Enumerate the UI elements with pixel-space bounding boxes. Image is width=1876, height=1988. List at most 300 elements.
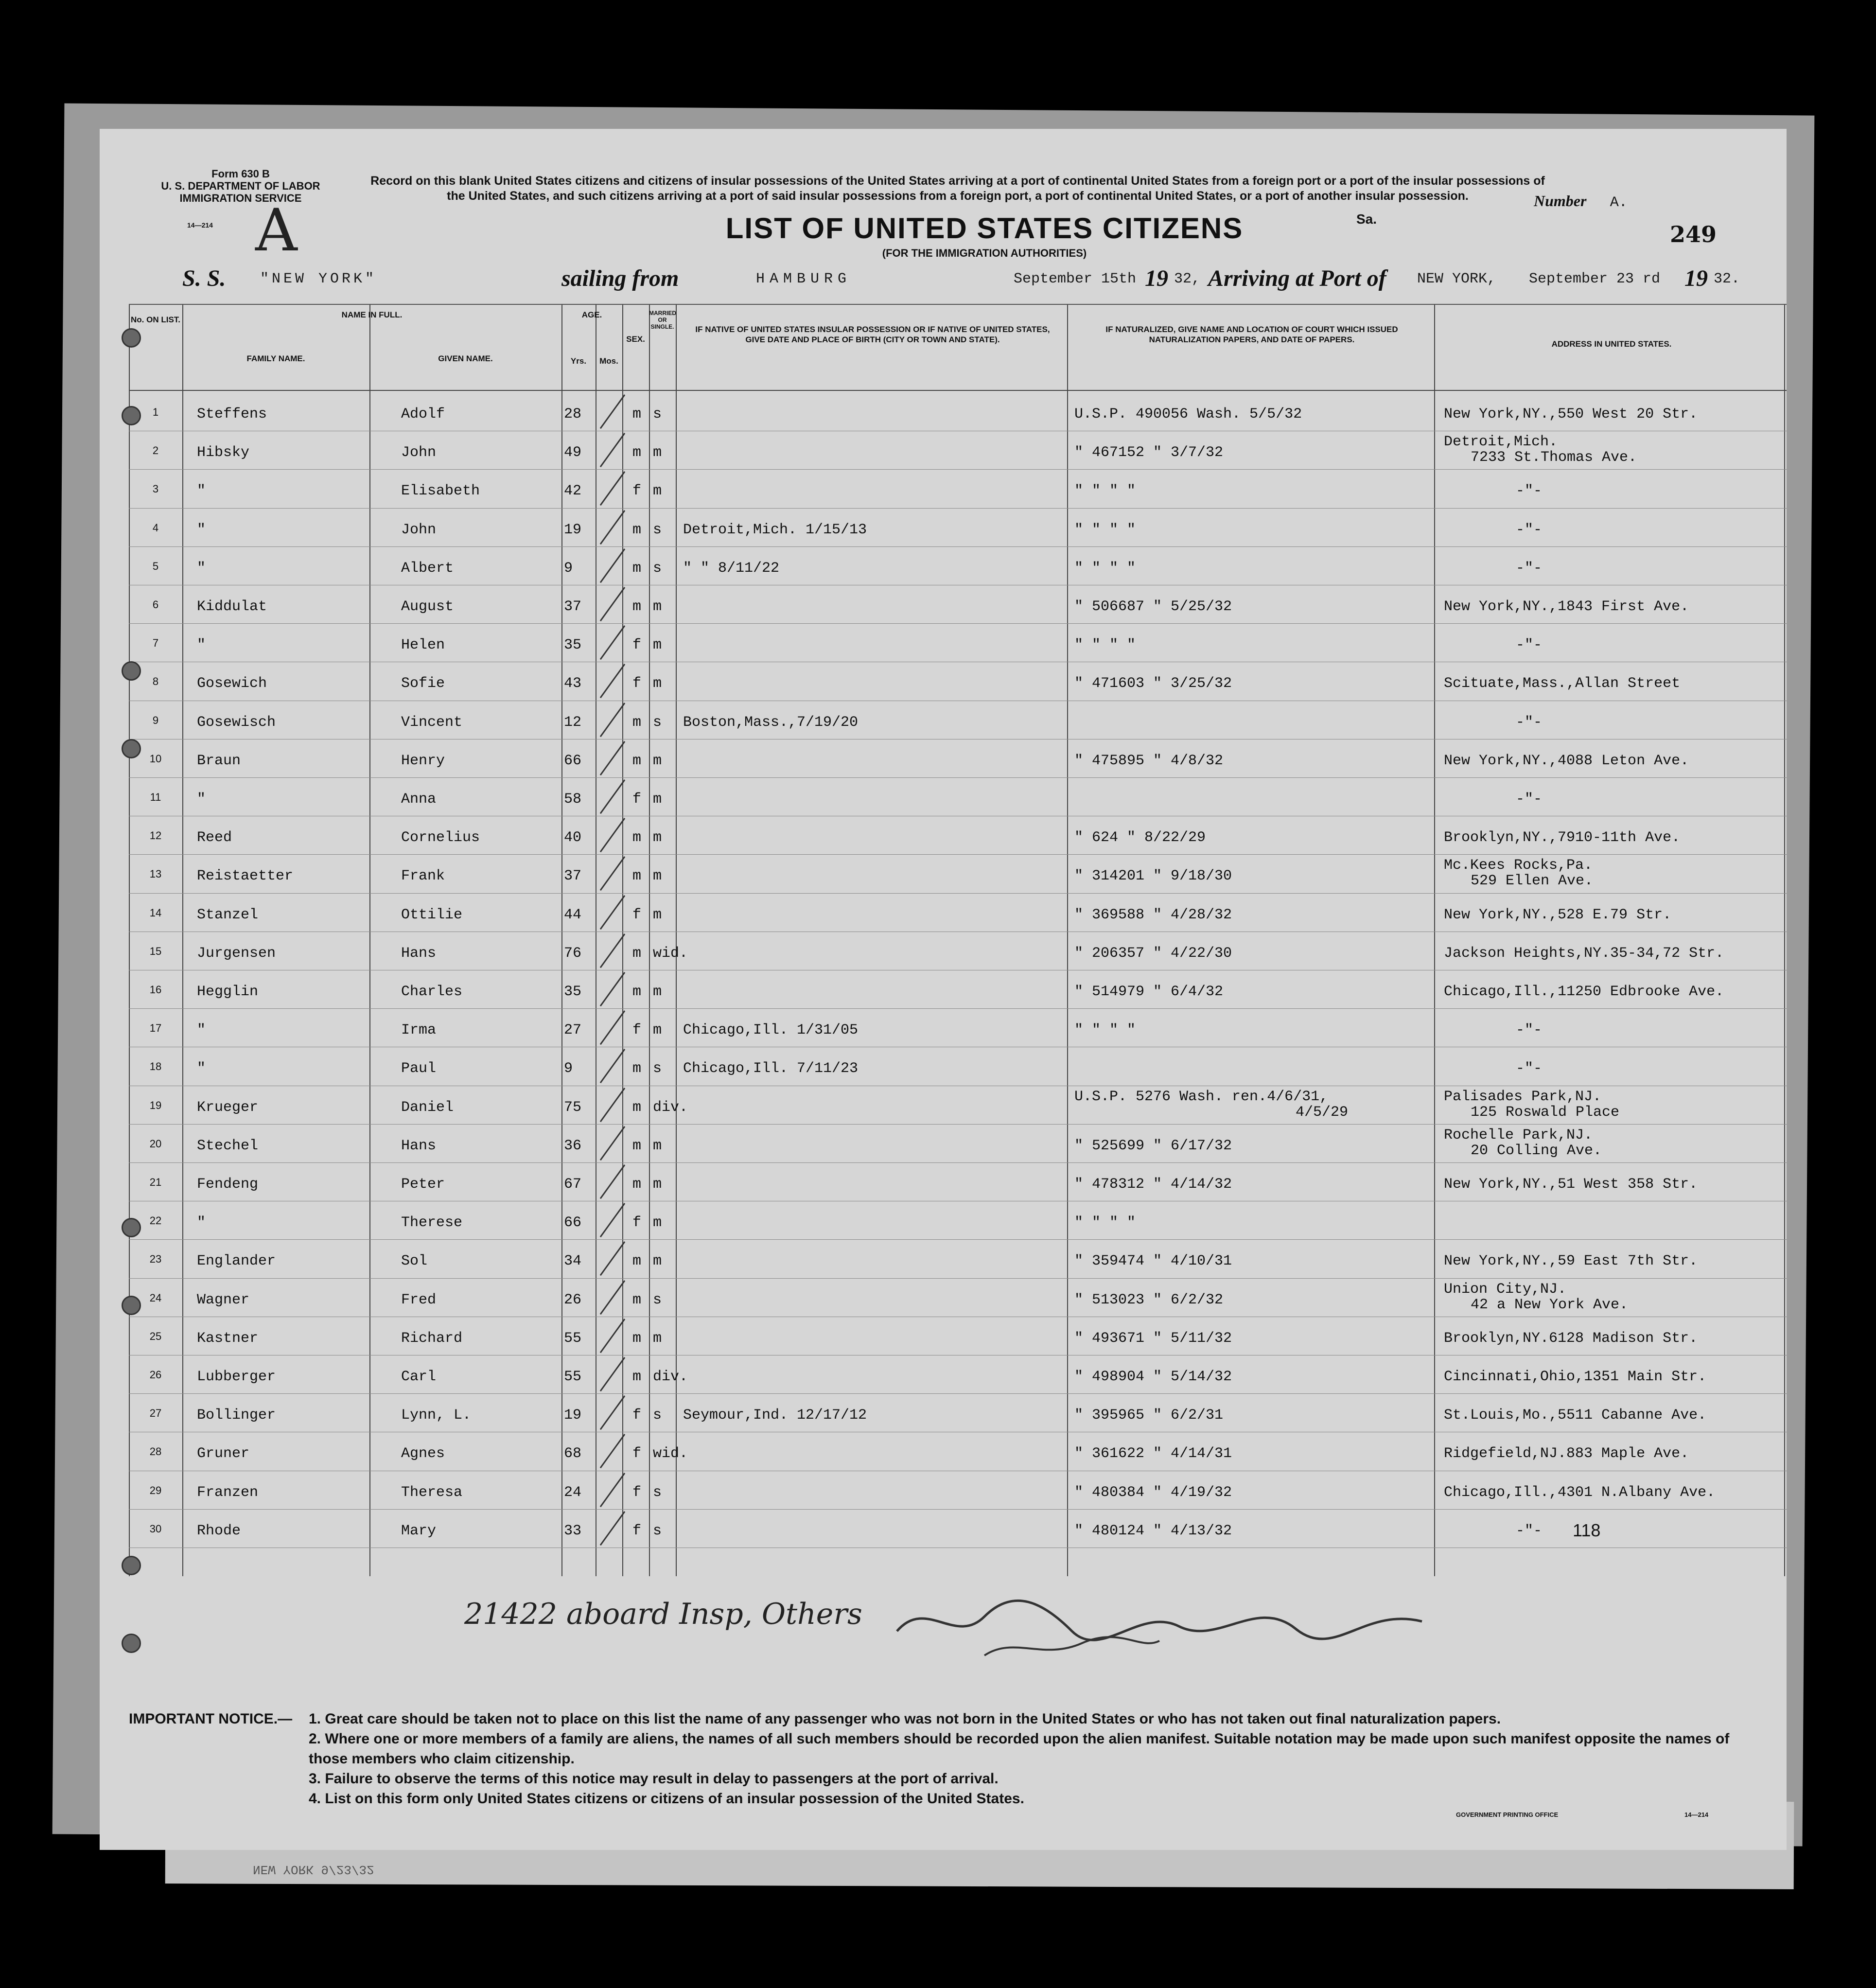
- age: 43: [564, 675, 582, 692]
- sex: m: [632, 945, 641, 962]
- sex: f: [632, 1445, 641, 1462]
- check-mark: [596, 1047, 630, 1085]
- punch-hole: [122, 1634, 141, 1653]
- family-name: Stechel: [197, 1137, 259, 1154]
- birth-info: Boston,Mass.,7/19/20: [683, 714, 859, 731]
- table-row: [129, 854, 1784, 893]
- number-value: A.: [1610, 194, 1628, 211]
- check-mark: [596, 431, 630, 469]
- family-name: Gosewich: [197, 675, 267, 692]
- sex: m: [632, 984, 641, 1000]
- check-mark: [596, 1278, 630, 1317]
- table-row: [129, 1393, 1784, 1432]
- naturalization: " 206357 " 4/22/30: [1074, 945, 1232, 962]
- sex: m: [632, 1060, 641, 1077]
- notice-item-4: 4. List on this form only United States citizens or citizens of an insular possession of the United States.: [309, 1791, 1024, 1807]
- given-name: Lynn, L.: [401, 1407, 472, 1424]
- birth-info: " " 8/11/22: [683, 560, 780, 577]
- address-line-2: 42 a New York Ave.: [1471, 1296, 1629, 1313]
- sex: m: [632, 1369, 641, 1385]
- given-name: Sofie: [401, 675, 445, 692]
- given-name: Agnes: [401, 1445, 445, 1462]
- table-row: [129, 1162, 1784, 1201]
- family-name: ": [197, 521, 206, 538]
- marital-status: s: [653, 1407, 662, 1424]
- address: New York,NY.,51 West 358 Str.: [1444, 1176, 1698, 1193]
- row-number: 13: [149, 868, 162, 880]
- sex: m: [632, 752, 641, 769]
- departure-port: HAMBURG: [756, 271, 852, 287]
- marital-status: wid.: [653, 1445, 688, 1462]
- age: 40: [564, 829, 582, 846]
- row-number: 22: [149, 1214, 162, 1227]
- age: 34: [564, 1253, 582, 1270]
- address: -"-: [1515, 483, 1542, 500]
- row-number: 9: [152, 714, 159, 726]
- table-row: [129, 1355, 1784, 1393]
- age: 19: [564, 1407, 582, 1424]
- signature-line: 21422 aboard Insp, Others: [464, 1597, 862, 1631]
- table-row: [129, 1086, 1784, 1124]
- table-row: [129, 1471, 1784, 1509]
- family-name: Steffens: [197, 406, 267, 422]
- age: 66: [564, 752, 582, 769]
- marital-status: m: [653, 1137, 662, 1154]
- ss-label: S. S.: [182, 265, 226, 291]
- naturalization: " 513023 " 6/2/32: [1074, 1291, 1224, 1308]
- naturalization: " 314201 " 9/18/30: [1074, 868, 1232, 885]
- table-row: [129, 932, 1784, 970]
- table-row: [129, 1201, 1784, 1239]
- marital-status: s: [653, 1060, 662, 1077]
- table-row: [129, 1047, 1784, 1085]
- check-mark: [596, 469, 630, 508]
- number-label: Number: [1534, 192, 1587, 210]
- year-prefix-2: 19: [1684, 265, 1708, 291]
- col-age: AGE.: [581, 310, 602, 319]
- col-name-in-full: NAME IN FULL.: [341, 310, 403, 319]
- naturalization: " 525699 " 6/17/32: [1074, 1137, 1232, 1154]
- table-row: [129, 701, 1784, 739]
- naturalization: " " " ": [1074, 1214, 1136, 1232]
- sex: m: [632, 1330, 641, 1347]
- given-name: Helen: [401, 637, 445, 654]
- marital-status: m: [653, 1253, 662, 1270]
- naturalization: " 480384 " 4/19/32: [1074, 1484, 1232, 1501]
- address: New York,NY.,4088 Leton Ave.: [1444, 752, 1689, 769]
- address: New York,NY.,59 East 7th Str.: [1444, 1253, 1698, 1270]
- punch-hole: [122, 328, 141, 348]
- arriving-label: Arriving at Port of: [1208, 265, 1386, 291]
- given-name: Hans: [401, 945, 437, 962]
- family-name: Franzen: [197, 1484, 259, 1501]
- given-name: Vincent: [401, 714, 463, 731]
- punch-hole: [122, 1218, 141, 1237]
- sex: m: [632, 444, 641, 461]
- voyage-line: [182, 265, 1787, 299]
- naturalization: " " " ": [1074, 1022, 1136, 1039]
- form-number: Form 630 B: [211, 168, 270, 180]
- address: -"-: [1515, 1060, 1542, 1077]
- sex: f: [632, 1214, 641, 1232]
- punch-hole: [122, 739, 141, 758]
- age: 19: [564, 521, 582, 538]
- check-mark: [596, 1509, 630, 1548]
- age: 27: [564, 1022, 582, 1039]
- given-name: Peter: [401, 1176, 445, 1193]
- family-name: Kastner: [197, 1330, 259, 1347]
- form-code: 14—214: [187, 221, 213, 229]
- check-mark: [596, 893, 630, 932]
- marital-status: m: [653, 444, 662, 461]
- row-number: 15: [149, 945, 162, 957]
- table-row: [129, 546, 1784, 585]
- given-name: Charles: [401, 984, 463, 1000]
- row-number: 17: [149, 1022, 162, 1035]
- col-birth: IF NATIVE OF UNITED STATES INSULAR POSSESSION OR IF NATIVE OF UNITED STATES, GIVE DATE AND PLACE OF BIRTH (CITY OR TOWN AND STATE).: [695, 325, 1050, 344]
- address-line-2: 20 Colling Ave.: [1471, 1142, 1602, 1159]
- marital-status: s: [653, 560, 662, 577]
- age: 75: [564, 1099, 582, 1116]
- family-name: Krueger: [197, 1099, 259, 1116]
- naturalization: " 514979 " 6/4/32: [1074, 984, 1224, 1000]
- table-row: [129, 431, 1784, 469]
- family-name: ": [197, 791, 206, 808]
- sex: m: [632, 598, 641, 615]
- year-prefix: 19: [1145, 265, 1168, 291]
- birth-info: Detroit,Mich. 1/15/13: [683, 521, 867, 538]
- row-number: 16: [149, 984, 162, 996]
- signature-scrawl: [887, 1587, 1446, 1665]
- row-number: 27: [149, 1407, 162, 1420]
- age: 67: [564, 1176, 582, 1193]
- table-row: [129, 1278, 1784, 1317]
- age: 68: [564, 1445, 582, 1462]
- sex: m: [632, 406, 641, 422]
- marital-status: m: [653, 1176, 662, 1193]
- age: 33: [564, 1522, 582, 1539]
- marital-status: m: [653, 1330, 662, 1347]
- table-row: [129, 893, 1784, 932]
- family-name: ": [197, 560, 206, 577]
- given-name: Sol: [401, 1253, 428, 1270]
- notice-lead: IMPORTANT NOTICE.—: [129, 1711, 293, 1727]
- marital-status: m: [653, 598, 662, 615]
- naturalization-line-2: 4/5/29: [1296, 1104, 1349, 1121]
- row-number: 20: [149, 1137, 162, 1150]
- naturalization: " " " ": [1074, 483, 1136, 500]
- row-number: 12: [149, 829, 162, 842]
- given-name: August: [401, 598, 454, 615]
- table-row: [129, 777, 1784, 816]
- given-name: Theresa: [401, 1484, 463, 1501]
- col-family-name: FAMILY NAME.: [246, 354, 305, 363]
- age: 36: [564, 1137, 582, 1154]
- table-row: [129, 1124, 1784, 1162]
- address: -"-: [1515, 714, 1542, 731]
- given-name: Therese: [401, 1214, 463, 1232]
- naturalization: " " " ": [1074, 521, 1136, 538]
- row-number: 11: [150, 791, 161, 803]
- given-name: Frank: [401, 868, 445, 885]
- row-number: 26: [149, 1369, 162, 1381]
- marital-status: m: [653, 637, 662, 654]
- marital-status: s: [653, 521, 662, 538]
- row-number: 1: [152, 406, 159, 418]
- departure-year: 32,: [1174, 271, 1201, 287]
- check-mark: [596, 1432, 630, 1470]
- address: Chicago,Ill.,11250 Edbrooke Ave.: [1444, 984, 1724, 1000]
- row-number: 8: [152, 675, 159, 688]
- age: 37: [564, 598, 582, 615]
- given-name: Elisabeth: [401, 483, 480, 500]
- check-mark: [596, 970, 630, 1008]
- check-mark: [596, 1239, 630, 1278]
- sex: m: [632, 560, 641, 577]
- age: 49: [564, 444, 582, 461]
- sex: m: [632, 1176, 641, 1193]
- address: St.Louis,Mo.,5511 Cabanne Ave.: [1444, 1407, 1707, 1424]
- family-name: Fendeng: [197, 1176, 259, 1193]
- check-mark: [596, 854, 630, 893]
- check-mark: [596, 662, 630, 700]
- address-line-2: 529 Ellen Ave.: [1471, 873, 1594, 890]
- bottom-strip: NEW YORK 9/23/32: [253, 1862, 374, 1877]
- sex: f: [632, 1022, 641, 1039]
- address: Jackson Heights,NY.35-34,72 Str.: [1444, 945, 1724, 962]
- marital-status: m: [653, 868, 662, 885]
- check-mark: [596, 739, 630, 777]
- naturalization: " " " ": [1074, 560, 1136, 577]
- sex: f: [632, 675, 641, 692]
- row-number: 29: [149, 1484, 162, 1496]
- birth-info: Chicago,Ill. 1/31/05: [683, 1022, 859, 1039]
- row-number: 21: [149, 1176, 162, 1188]
- address: -"-: [1515, 1022, 1542, 1039]
- marital-status: div.: [653, 1099, 688, 1116]
- marital-status: m: [653, 791, 662, 808]
- punch-hole: [122, 1556, 141, 1575]
- age: 44: [564, 906, 582, 923]
- col-naturalized: IF NATURALIZED, GIVE NAME AND LOCATION OF COURT WHICH ISSUED NATURALIZATION PAPERS, AND DATE OF PAPERS.: [1105, 325, 1398, 344]
- departure-date: September 15th: [1014, 271, 1137, 287]
- naturalization: " " " ": [1074, 637, 1136, 654]
- naturalization: " 475895 " 4/8/32: [1074, 752, 1224, 769]
- age: 37: [564, 868, 582, 885]
- naturalization: " 369588 " 4/28/32: [1074, 906, 1232, 923]
- naturalization: " 480124 " 4/13/32: [1074, 1522, 1232, 1539]
- marital-status: m: [653, 1022, 662, 1039]
- given-name: Paul: [401, 1060, 437, 1077]
- row-number: 2: [152, 444, 159, 457]
- arrival-port: NEW YORK,: [1417, 271, 1496, 287]
- marital-status: s: [653, 714, 662, 731]
- check-mark: [596, 585, 630, 623]
- given-name: Fred: [401, 1291, 437, 1308]
- address: Chicago,Ill.,4301 N.Albany Ave.: [1444, 1484, 1716, 1501]
- notice-items: [309, 1709, 1762, 1809]
- naturalization: U.S.P. 490056 Wash. 5/5/32: [1074, 406, 1302, 422]
- row-number: 18: [149, 1060, 162, 1073]
- given-name: Ottilie: [401, 906, 463, 923]
- row-number: 5: [152, 560, 159, 572]
- address: Ridgefield,NJ.883 Maple Ave.: [1444, 1445, 1689, 1462]
- naturalization: " 498904 " 5/14/32: [1074, 1369, 1232, 1385]
- notice-item-3: 3. Failure to observe the terms of this notice may result in delay to passengers at the port of arrival.: [309, 1771, 999, 1787]
- sex: m: [632, 1137, 641, 1154]
- family-name: ": [197, 1214, 206, 1232]
- number-field: [1534, 192, 1628, 211]
- sex: m: [632, 1291, 641, 1308]
- marital-status: wid.: [653, 945, 688, 962]
- intro-text: Record on this blank United States citizens and citizens of insular possessions of the United States arriving at a port of continental United States from a foreign port or a port of the insular possessions of the United States, and such citizens arriving at a port of said insular possessions from a foreign port, a port of continental United States, or a port of another insular possession.: [370, 174, 1545, 203]
- check-mark: [596, 1393, 630, 1432]
- sex: m: [632, 1253, 641, 1270]
- ship-name: "NEW YORK": [260, 271, 377, 287]
- age: 76: [564, 945, 582, 962]
- page-number: 249: [1670, 221, 1717, 247]
- table-row: [129, 1432, 1784, 1470]
- col-yrs: Yrs.: [570, 356, 587, 366]
- service: IMMIGRATION SERVICE: [179, 192, 302, 204]
- age: 24: [564, 1484, 582, 1501]
- family-name: Hegglin: [197, 984, 259, 1000]
- check-mark: [596, 932, 630, 970]
- sex: m: [632, 521, 641, 538]
- given-name: Cornelius: [401, 829, 480, 846]
- given-name: Albert: [401, 560, 454, 577]
- row-number: 10: [149, 752, 162, 765]
- passenger-table: [129, 304, 1787, 1576]
- address: New York,NY.,528 E.79 Str.: [1444, 906, 1672, 923]
- table-row: [129, 1317, 1784, 1355]
- age: 28: [564, 406, 582, 422]
- page-subtitle: (FOR THE IMMIGRATION AUTHORITIES): [882, 247, 1087, 259]
- given-name: Mary: [401, 1522, 437, 1539]
- table-row: [129, 816, 1784, 854]
- row-number: 24: [149, 1291, 162, 1304]
- age: 55: [564, 1369, 582, 1385]
- naturalization: " 493671 " 5/11/32: [1074, 1330, 1232, 1347]
- marital-status: s: [653, 1484, 662, 1501]
- family-name: Englander: [197, 1253, 276, 1270]
- age: 9: [564, 560, 573, 577]
- naturalization: " 395965 " 6/2/31: [1074, 1407, 1224, 1424]
- row-number: 4: [152, 521, 159, 534]
- family-name: Jurgensen: [197, 945, 276, 962]
- marital-status: m: [653, 906, 662, 923]
- row-number: 7: [152, 637, 159, 650]
- marital-status: m: [653, 675, 662, 692]
- given-name: John: [401, 444, 437, 461]
- check-mark: [596, 1355, 630, 1393]
- form-id-block: [153, 168, 328, 204]
- marital-status: s: [653, 1522, 662, 1539]
- punch-hole: [122, 406, 141, 425]
- table-row: [129, 585, 1784, 623]
- family-name: Hibsky: [197, 444, 250, 461]
- marital-status: div.: [653, 1369, 688, 1385]
- row-number: 25: [149, 1330, 162, 1342]
- sex: m: [632, 829, 641, 846]
- col-mos: Mos.: [599, 356, 618, 366]
- check-mark: [596, 1008, 630, 1047]
- sex: f: [632, 483, 641, 500]
- marital-status: s: [653, 1291, 662, 1308]
- address: Detroit,Mich.: [1444, 434, 1558, 451]
- family-name: Stanzel: [197, 906, 259, 923]
- age: 58: [564, 791, 582, 808]
- given-name: Anna: [401, 791, 437, 808]
- check-mark: [596, 1201, 630, 1239]
- row-number: 28: [149, 1445, 162, 1458]
- manifest-page: [100, 129, 1787, 1850]
- row-number: 23: [149, 1253, 162, 1266]
- check-mark: [596, 1162, 630, 1201]
- notice-item-1: 1. Great care should be taken not to place on this list the name of any passenger who was not born in the United States or who has not taken out final naturalization papers.: [309, 1711, 1501, 1727]
- family-name: ": [197, 1060, 206, 1077]
- address: -"-: [1515, 521, 1542, 538]
- table-row: [129, 1239, 1784, 1278]
- given-name: Richard: [401, 1330, 463, 1347]
- family-name: ": [197, 483, 206, 500]
- marital-status: m: [653, 752, 662, 769]
- given-name: Irma: [401, 1022, 437, 1039]
- table-row: [129, 392, 1784, 431]
- naturalization: U.S.P. 5276 Wash. ren.4/6/31,: [1074, 1088, 1329, 1105]
- sex: f: [632, 637, 641, 654]
- check-mark: [596, 546, 630, 585]
- marital-status: m: [653, 829, 662, 846]
- arrival-year: 32.: [1714, 271, 1740, 287]
- arrival-date: September 23 rd: [1529, 271, 1661, 287]
- naturalization: " 359474 " 4/10/31: [1074, 1253, 1232, 1270]
- check-mark: [596, 777, 630, 816]
- row-number: 6: [152, 598, 159, 611]
- age: 42: [564, 483, 582, 500]
- given-name: Hans: [401, 1137, 437, 1154]
- address: New York,NY.,550 West 20 Str.: [1444, 406, 1698, 422]
- naturalization: " 624 " 8/22/29: [1074, 829, 1206, 846]
- check-mark: [596, 623, 630, 662]
- table-row: [129, 508, 1784, 546]
- address: -"-: [1515, 560, 1542, 577]
- col-sex: SEX.: [626, 334, 645, 344]
- given-name: Carl: [401, 1369, 437, 1385]
- col-given-name: GIVEN NAME.: [438, 354, 493, 363]
- check-mark: [596, 392, 630, 431]
- check-mark: [596, 508, 630, 546]
- family-name: Gruner: [197, 1445, 250, 1462]
- address: Brooklyn,NY.,7910-11th Ave.: [1444, 829, 1681, 846]
- col-married: MARRIED OR SINGLE.: [649, 310, 676, 330]
- address: Mc.Kees Rocks,Pa.: [1444, 857, 1593, 874]
- birth-info: Chicago,Ill. 7/11/23: [683, 1060, 859, 1077]
- check-mark: [596, 816, 630, 854]
- address: Cincinnati,Ohio,1351 Main Str.: [1444, 1369, 1707, 1385]
- check-mark: [596, 1124, 630, 1162]
- naturalization: " 361622 " 4/14/31: [1074, 1445, 1232, 1462]
- check-mark: [596, 1086, 630, 1124]
- row-number: 14: [149, 906, 162, 919]
- given-name: Henry: [401, 752, 445, 769]
- sex: f: [632, 906, 641, 923]
- sex: f: [632, 791, 641, 808]
- col-address: ADDRESS IN UNITED STATES.: [1551, 339, 1672, 349]
- naturalization: " 478312 " 4/14/32: [1074, 1176, 1232, 1193]
- marital-status: s: [653, 406, 662, 422]
- department: U. S. DEPARTMENT OF LABOR: [161, 180, 320, 192]
